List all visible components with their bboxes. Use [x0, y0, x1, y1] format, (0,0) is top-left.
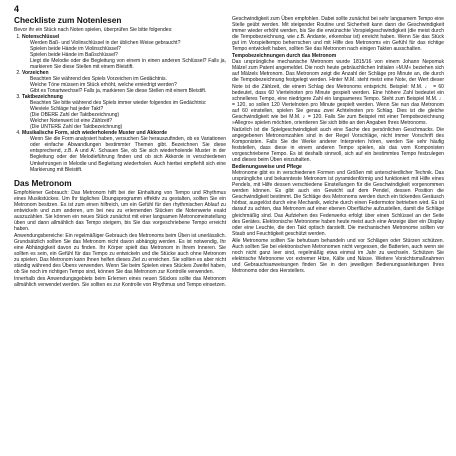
checklist-item-title: 1. Notenschlüssel	[22, 33, 60, 40]
checklist-item-vorzeichen	[22, 70, 226, 94]
checklist-line: Wieviele Schläge hat jeder Takt?	[30, 106, 104, 113]
checklist-item-taktbezeichnung	[22, 94, 226, 130]
checklist-item-notenschluessel	[22, 34, 226, 70]
checklist-title: Checkliste zum Notenlesen	[14, 15, 122, 25]
checklist-line: Welcher Notenwert ist eine Zählzeit?	[30, 118, 113, 125]
checklist-item-form	[22, 130, 226, 172]
checklist-item-title: 2. Vorzeichen	[22, 69, 49, 76]
metronom-title: Das Metronom	[14, 177, 72, 188]
checklist-line: (Die UNTERE Zahl der Taktbezeichnung)	[30, 124, 123, 131]
checklist-item-title: 3. Taktbezeichnung	[22, 94, 63, 101]
right-column	[232, 16, 444, 275]
metronom-paragraph: Anwendungsbereiche: Ein regelmäßiger Gebrauch des Metronoms beim Üben ist unerlässlich. Grundsätzlich sollten Sie das Metronom nicht davon abhängig werden. Es ist notwendig, Ihr eine Abhängigkeit davon zu finden. Ihr Körper spielt das Metronom in Ihrem Inneren. Sie sollten es sein, ein Gefühl für das Tempo zu entwickeln und die Stücke auch ohne Metronom zu spielen. Das Metronom kann Ihnen helfen dieses Ziel zu erreichen. Sie sollten es aber nicht ständig während des Übens verwenden. Wenn Sie beim Spielen eines Stückes Zweifel haben, ob Sie noch im richtigen Tempo sind, können Sie das Metronom zur Kontrolle verwenden.	[14, 232, 226, 276]
checklist-line: Beachten Sie während des Spiels Vorzeichen im Gedächtnis.	[30, 75, 167, 82]
checklist-line: Liegt die Melodie oder die Begleitung von einem in einen anderen Schlüssel? Falls ja, markieren Sie diese Stellen mit einem Bleistift.	[30, 57, 226, 70]
checklist-list	[14, 34, 226, 173]
section-text: Natürlich ist die Spielgeschwindigkeit auch eine Sache des persönlichen Geschmacks. Die angegebenen Metronomzahlen sind in der Regel Vorschläge, nicht immer Vorschrift des Komponisten. Falls Sie die Werke anderer Interpreten hören, werden Sie sehr häufig feststellen, dass diese in einem anderen Tempo spielen, als das vom Komponisten vorgeschriebene Tempo. Es ist deshalb sinnvoll, sich auf ein bestimmtes Tempo festzulegen und dieses beim Üben einzuhalten.	[232, 126, 444, 164]
section-title-tempo: Tempobezeichnungen durch das Metronom	[232, 53, 337, 60]
section-text: Das ursprüngliche mechanische Metronom wurde 1815/16 von einem Johann Nepomuk Mälzel zum Patent angemeldet. Die noch heute gebräuchlichen Initialen »M.M« beziehen sich auf Mälzels Metronom. Das Metronom zeigt die Anzahl der Schläge pro Minute an, die durch die Tempobezeichnung festgelegt werden. Hinter M.M. steht meist eine Note, der Wert dieser Note ist die Zählzeit, die einem Schlag des Metronoms entspricht. Beispiel: M.M. ♩ = 60 bedeutet, dass 60 Viertelnoten pro Minute gespielt werden. Eine höhere Zahl bedeutet ein schnelleres Tempo, eine niedrigere Zahl ein langsameres Tempo. Steht zum Beispiel M.M. ♩ = 120, so sollen 120 Viertelnoten pro Minute gespielt werden. Wenn Sie nun das Metronom auf 60 einstellen, spielen Sie genau zwei Achtelnoten pro Schlag. Dies ist die gleiche Geschwindigkeit wie bei M.M. ♪ = 120. Falls Sie zum Beispiel mit einer Tempobezeichnung »Allegro« spielen möchten, orientieren Sie sich bitte an den Angaben Ihres Metronoms.	[232, 59, 444, 126]
checklist-line: Wenn Sie die Form analysiert haben, versuchen Sie herauszufinden, ob es Variationen oder einfache Abwandlungen bestimmter Themen gibt. Bezeichnen Sie diese entsprechend, z.B. A und A'. Schauen Sie, ob Sie sich wiederholende Muster in der Begleitung oder der Melodieführung finden und ob sich Akkorde in verschiedenen Umkehrungen in Melodie und Begleitung wiederholen. Auch hierbei empfiehlt sich eine Markierung mit Bleistift.	[30, 136, 226, 173]
page-number: 4	[14, 4, 20, 14]
checklist-line: Spielen beide Hände im Baßschlüssel?	[30, 51, 118, 58]
checklist-item-title: 4. Musikalische Form, sich wiederholende Muster und Akkorde	[22, 130, 168, 137]
left-column	[14, 16, 226, 289]
metronom-paragraph: Innerhalb des Anwendungsgebiets beim Erlernen eines neuen Stückes sollte das Metronom allmählich verwendet werden. Sie sollten es zur Kontrolle von Rhythmus und Tempo einsetzen.	[14, 276, 226, 289]
checklist-intro: Bevor ihr ein Stück nach Noten spielen, überprüfen Sie bitte folgendes:	[14, 27, 173, 33]
right-paragraph: Geschwindigkeit zum Üben empfohlen. Dabei sollte zunächst bei sehr langsamem Tempo eine Stelle geübt werden. Mit steigender Routine und Sicherheit kann dann die Geschwindigkeit immer wieder erhöht werden, bis Sie die erwünschte Vorspielgeschwindigkeit (die meist durch die Tempobezeichnung, wie z.B. Andante, erkennbar ist) erreicht haben. Wenn Sie das Stück gut im Vorspieltempo beherrschen und mit Hilfe des Metronoms ein Gefühl für das richtige Tempo entwickelt haben, sollten Sie das Metronom nach einigen Takten ausschalten.	[232, 16, 444, 53]
metronom-paragraph: Empfohlener Gebrauch: Das Metronom hilft bei der Einhaltung von Tempo und Rhythmus eines Musikstückes. Um Ihr tägliches Übungsprogramm effektiv zu gestalten, sollten Sie ein Metronom besitzen. Es ist zum einen hilfreich, um ein Gefühl für den rhythmischen Ablauf zu entwickeln und zum anderen, um bei neu zu erlernenden Stücken die Notenwerte exakt auszuzählen. Sie können ein neues Stück zunächst mit einer langsamen Metronomeinstellung üben und dann allmählich das Tempo steigern, bis Sie das vorgeschriebene Tempo erreicht haben.	[14, 189, 226, 232]
checklist-line: Beachten Sie bitte während des Spiels immer wieder folgendes im Gedächtnis:	[30, 100, 207, 107]
checklist-line: (Die OBERE Zahl der Taktbezeichnung)	[30, 112, 120, 119]
section-text: Metronome gibt es in verschiedenen Formen und Größen mit unterschiedlicher Technik. Das ursprüngliche und bekannteste Metronom ist pyramidenförmig und funktioniert mit Hilfe eines Pendels, mit Hilfe dessen verschiedene Einstellungen für die Geschwindigkeit vorgenommen werden können. Es gibt auch ein Gewicht auf dem Pendel, dessen Position die Geschwindigkeit bestimmt. Die Schläge des Metronoms werden durch ein tickendes Geräusch hörbar, ausgelöst durch eine Mechanik, welche durch einen Federmotor betrieben wird. Es ist darauf zu achten, das Metronom auf einer ebenen Oberfläche aufzustellen, damit die Schläge gleichmäßig sind. Das Aufziehen des Federwerks erfolgt über einen Schlüssel an der Seite des Gerätes. Elektronische Metronome haben heute meist auch eine Anzeige über ein Display oder eine Leuchte, die den Takt optisch darstellt. Die mechanischen Metronome sollten vor Staub und Feuchtigkeit geschützt werden.	[232, 170, 444, 237]
checklist-line: Spielen beide Hände im Violinschlüssel?	[30, 45, 121, 52]
checklist-line: Welche Töne müssen im Stück erhöht, welche erniedrigt werden?	[30, 81, 177, 88]
checklist-line: Gibt es Tonartwechsel? Falls ja, markieren Sie diese Stellen mit einem Bleistift.	[30, 87, 207, 94]
checklist-line: Werden Baß- und Violinschlüssel in der üblichen Weise gebraucht?	[30, 39, 181, 46]
section-title-bedienung: Bedienungsweise und Pflege	[232, 164, 302, 171]
section-text: Alle Metronome sollten Sie behutsam behandeln und vor Schlägen oder Stürzen schützen. Auch sollten Sie bei elektronischen Metronomen nicht vergessen, die Batterien, auch wenn sie noch nicht ganz leer sind, regelmäßig etwa einmal im Jahr zu wechseln. Schützen Sie elektrische Metronome vor extremer Hitze, Kälte und Nässe. Weitere Vorsichtsmaßnahmen und Gebrauchsanweisungen finden Sie in den jeweiligen Bedienungsanleitungen Ihres Metronoms oder des Herstellers.	[232, 237, 444, 274]
